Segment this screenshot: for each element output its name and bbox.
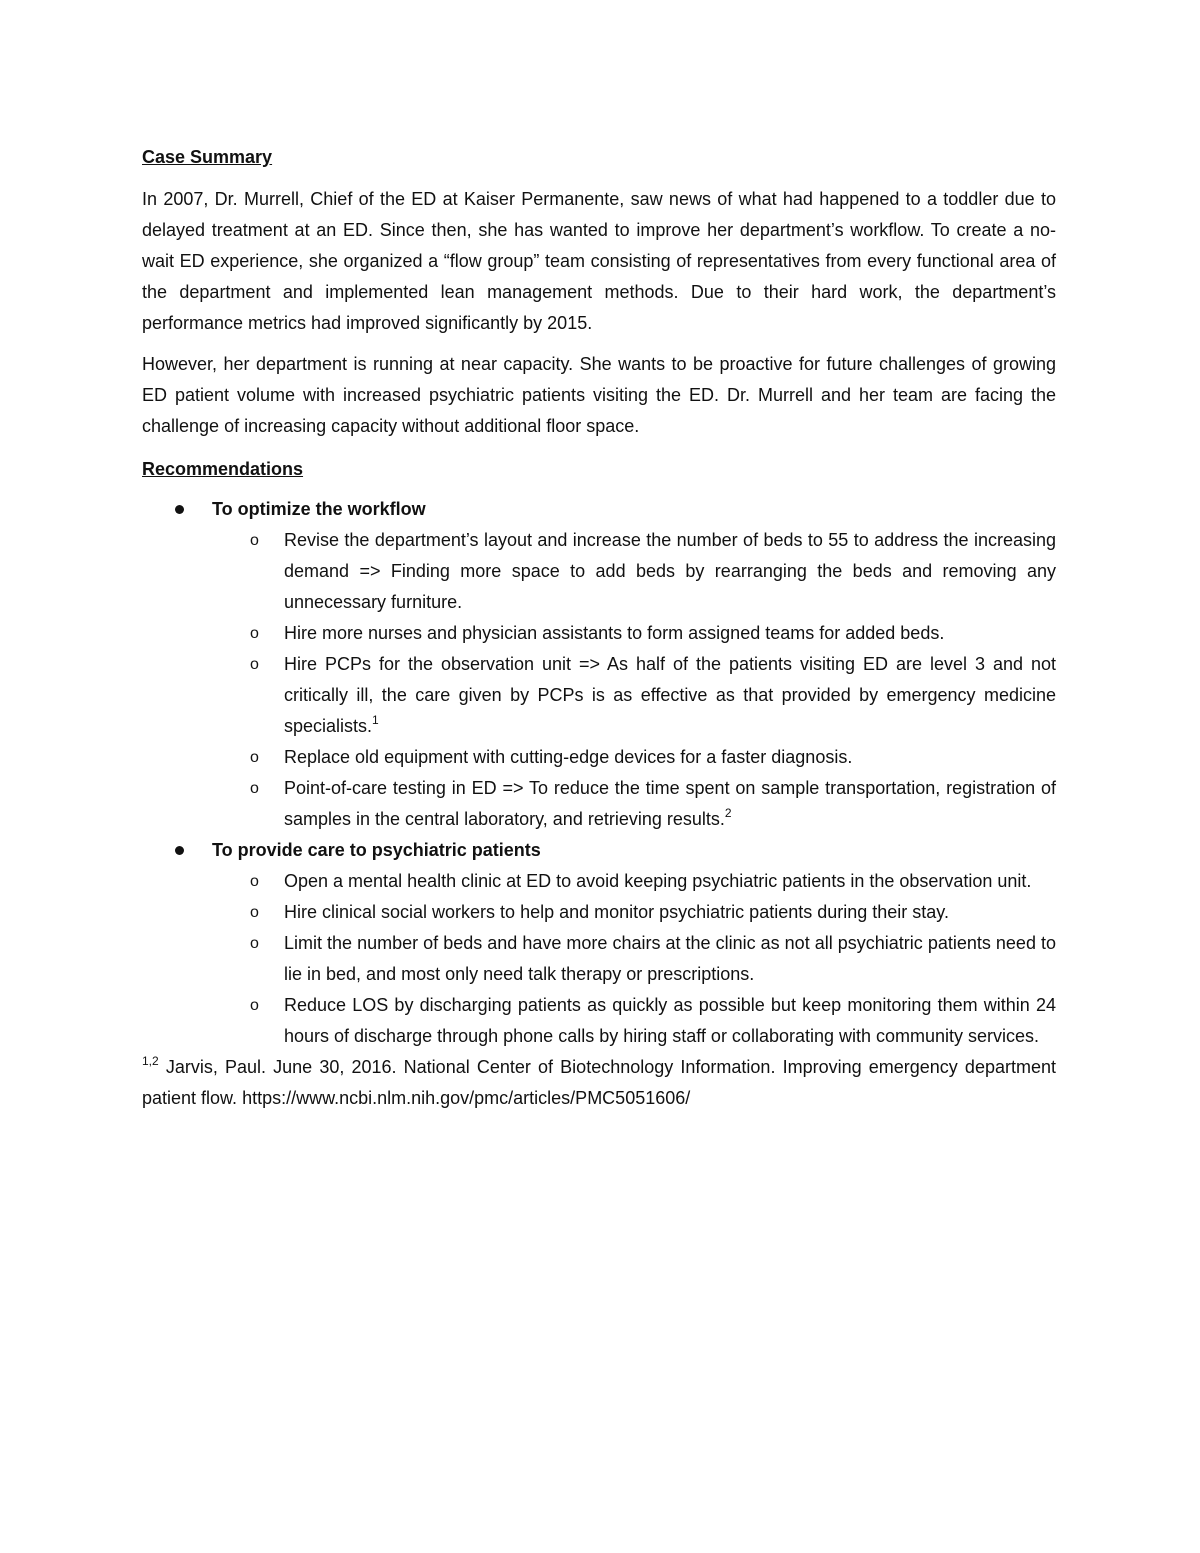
case-summary-heading: Case Summary (142, 147, 273, 167)
list-item-text: Point-of-care testing in ED => To reduce the time spent on sample transportation, registration of samples in the central laboratory, and retrieving results. (284, 778, 1056, 829)
group-title-psychiatric: To provide care to psychiatric patients (212, 840, 541, 860)
document-page (142, 144, 1056, 1124)
circle-bullet-icon: o (250, 873, 259, 890)
recommendations-heading: Recommendations (142, 459, 304, 479)
list-item-text-with-footnote (214, 773, 1056, 835)
list-item (142, 866, 1056, 897)
reference-marker: 1,2 (142, 1054, 159, 1068)
list-item (142, 742, 1056, 773)
summary-paragraph-1: In 2007, Dr. Murrell, Chief of the ED at Kaiser Permanente, saw news of what had happened to a toddler due to delayed treatment at an ED. Since then, she has wanted to improve her department’s workflow. To create a no-wait ED experience, she organized a “flow group” team consisting of representatives from every functional area of the department and implemented lean management methods. Due to their hard work, the department’s performance metrics had improved significantly by 2015. (142, 189, 1056, 333)
bullet-icon (175, 505, 184, 514)
list-item (142, 525, 1056, 618)
group-title-workflow: To optimize the workflow (212, 499, 426, 519)
circle-bullet-icon: o (250, 780, 259, 797)
reference-text: Jarvis, Paul. June 30, 2016. National Center of Biotechnology Information. Improving emergency department patient flow. https://www.ncbi.nlm.nih.gov/pmc/articles/PMC5051606/ (142, 1057, 1056, 1108)
recommendation-group-psychiatric (142, 835, 1056, 1052)
list-item-text: Hire more nurses and physician assistants to form assigned teams for added beds. (284, 623, 945, 643)
recommendations-list (142, 494, 1056, 1052)
circle-bullet-icon: o (250, 904, 259, 921)
list-item-text-with-footnote (214, 649, 1056, 742)
footnote-marker: 2 (724, 806, 732, 820)
list-item-text: Revise the department’s layout and increase the number of beds to 55 to address the increasing demand => Finding more space to add beds by rearranging the beds and removing any unnecessary furniture. (284, 530, 1056, 612)
circle-bullet-icon: o (250, 532, 259, 549)
list-item-text: Limit the number of beds and have more chairs at the clinic as not all psychiatric patients need to lie in bed, and most only need talk therapy or prescriptions. (284, 933, 1056, 984)
recommendation-group-workflow (142, 494, 1056, 835)
list-item (142, 897, 1056, 928)
list-item-text: Reduce LOS by discharging patients as quickly as possible but keep monitoring them within 24 hours of discharge through phone calls by hiring staff or collaborating with community services. (284, 995, 1056, 1046)
reference-footnote (142, 1052, 1056, 1114)
list-item (142, 773, 1056, 835)
summary-paragraph-2: However, her department is running at near capacity. She wants to be proactive for future challenges of growing ED patient volume with increased psychiatric patients visiting the ED. Dr. Murrell and her team are facing the challenge of increasing capacity without additional floor space. (142, 354, 1056, 436)
list-item-text: Hire clinical social workers to help and monitor psychiatric patients during their stay. (284, 902, 949, 922)
workflow-sublist (212, 525, 1056, 835)
list-item (142, 990, 1056, 1052)
circle-bullet-icon: o (250, 656, 259, 673)
circle-bullet-icon: o (250, 625, 259, 642)
list-item-text: Replace old equipment with cutting-edge devices for a faster diagnosis. (284, 747, 853, 767)
list-item (142, 928, 1056, 990)
footnote-marker: 1 (372, 713, 379, 727)
circle-bullet-icon: o (250, 997, 259, 1014)
psychiatric-sublist (212, 866, 1056, 1052)
list-item (142, 649, 1056, 742)
list-item (142, 618, 1056, 649)
list-item-text: Hire PCPs for the observation unit => As half of the patients visiting ED are level 3 and not critically ill, the care given by PCPs is as effective as that provided by emergency medicine specialists. (284, 654, 1056, 736)
bullet-icon (175, 846, 184, 855)
circle-bullet-icon: o (250, 749, 259, 766)
list-item-text: Open a mental health clinic at ED to avoid keeping psychiatric patients in the observation unit. (284, 871, 1032, 891)
circle-bullet-icon: o (250, 935, 259, 952)
